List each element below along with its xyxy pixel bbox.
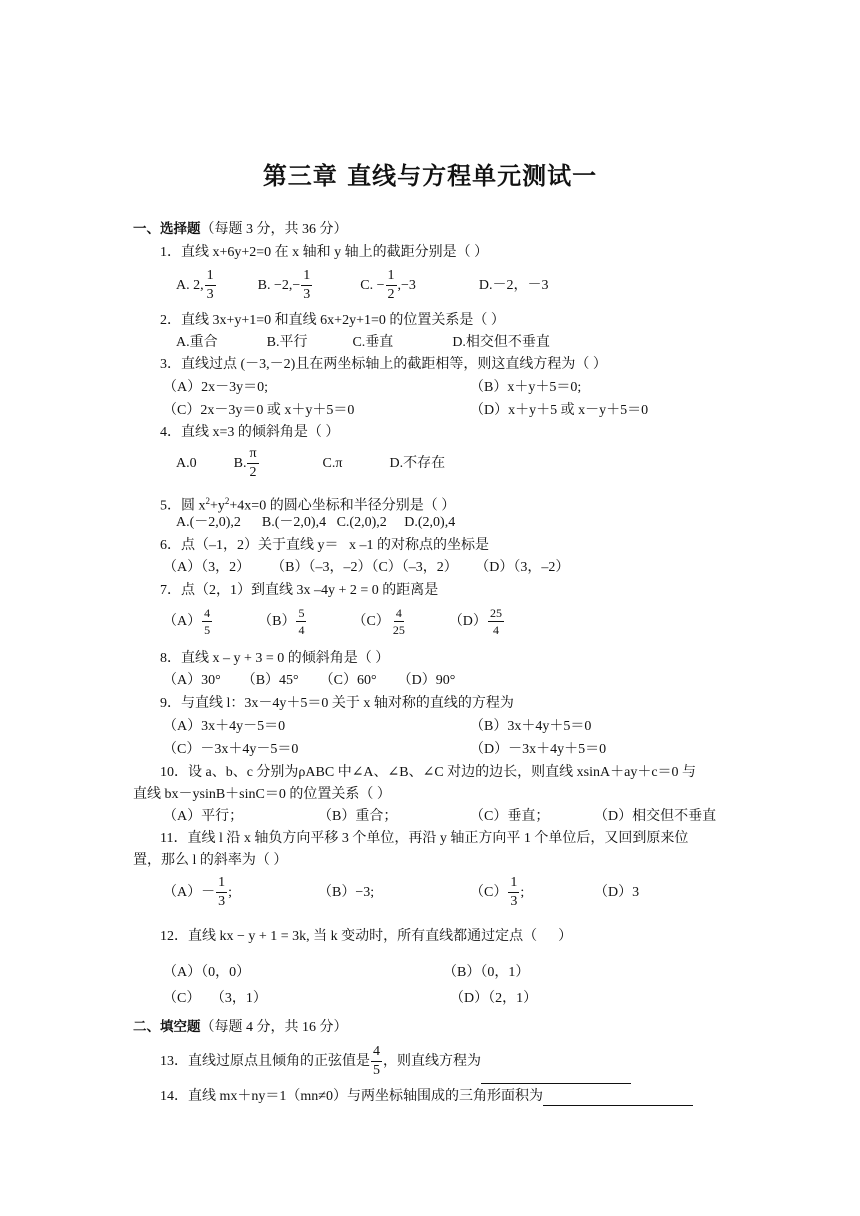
q3-stem: 3．直线过点 (－3,－2)且在两坐标轴上的截距相等，则这直线方程为（ ） bbox=[160, 357, 607, 372]
q9-stem: 9．与直线 l：3x－4y＋5＝0 关于 x 轴对称的直线的方程为 bbox=[160, 696, 514, 711]
fraction: $\frac{\pi}{2}$ bbox=[249, 446, 257, 481]
fraction: $\frac{4}{5}$ bbox=[204, 606, 211, 638]
q8-stem: 8．直线 x – y + 3 = 0 的倾斜角是（ ） bbox=[160, 651, 390, 666]
q11-option-d: （D）3 bbox=[594, 885, 640, 900]
q12-option-a: （A）（0，0） bbox=[163, 965, 251, 980]
q1-option-a: A. 2, $\frac{1}{3}$ bbox=[176, 268, 214, 303]
q4-stem: 4．直线 x=3 的倾斜角是（ ） bbox=[160, 425, 340, 440]
q7-option-a: （A） $\frac{4}{5}$ bbox=[163, 606, 211, 638]
q1-stem: 1．直线 x+6y+2=0 在 x 轴和 y 轴上的截距分别是（ ） bbox=[160, 245, 489, 260]
q14-stem: 14．直线 mx＋ny＝1（mn≠0）与两坐标轴围成的三角形面积为 bbox=[160, 1088, 693, 1106]
q11-option-c: （C） $\frac{1}{3}$ ; bbox=[470, 875, 525, 910]
fraction: $\frac{1}{3}$ bbox=[218, 875, 226, 910]
q4-option-c: C.π bbox=[322, 456, 343, 471]
fraction: $\frac{1}{3}$ bbox=[510, 875, 518, 910]
section-2-header bbox=[133, 1018, 348, 1037]
section-1-heading: 一、选择题 bbox=[133, 221, 201, 237]
q3-option-c: （C）2x－3y＝0 或 x＋y＋5＝0 bbox=[163, 403, 355, 418]
q4-option-a: A.0 bbox=[176, 456, 197, 471]
q9-option-a: （A）3x＋4y－5＝0 bbox=[163, 719, 286, 734]
fraction: $\frac{5}{4}$ bbox=[298, 606, 305, 638]
q9-option-b: （B）3x＋4y＋5＝0 bbox=[470, 719, 592, 734]
q12-stem: 12．直线 kx − y + 1 = 3k, 当 k 变动时，所有直线都通过定点（ ） bbox=[160, 929, 573, 944]
section-2-note: （每题 4 分，共 16 分） bbox=[200, 1020, 348, 1035]
q2-stem: 2．直线 3x+y+1=0 和直线 6x+2y+1=0 的位置关系是（ ） bbox=[160, 313, 505, 328]
q13-stem: 13．直线过原点且倾角的正弦值是 $\frac{4}{5}$ ，则直线方程为 bbox=[160, 1040, 631, 1084]
fraction: $\frac{25}{4}$ bbox=[489, 606, 502, 638]
q1-options bbox=[176, 266, 549, 306]
q3-option-b: （B）x＋y＋5＝0; bbox=[470, 380, 582, 395]
q2-option-d: D.相交但不垂直 bbox=[452, 335, 550, 350]
q11-option-a: （A）－ $\frac{1}{3}$ ; bbox=[163, 875, 233, 910]
q12-option-b: （B）（0，1） bbox=[443, 965, 530, 980]
q10-option-d: （D）相交但不垂直 bbox=[594, 809, 717, 824]
q6-stem: 6．点（–1，2）关于直线 y＝ x –1 的对称点的坐标是 bbox=[160, 538, 489, 553]
q10-stem-line2: 直线 bx－ysinB＋sinC＝0 的位置关系（ ） bbox=[133, 787, 391, 802]
fraction: $\frac{4}{25}$ bbox=[392, 606, 405, 638]
q9-option-d: （D）－3x＋4y＋5＝0 bbox=[470, 742, 607, 757]
q12-option-c: （C） （3，1） bbox=[163, 991, 267, 1006]
q5-options: A.(－2,0),2 B.(－2,0),4 C.(2,0),2 D.(2,0),4 bbox=[176, 515, 456, 530]
q2-option-a: A.重合 bbox=[176, 335, 218, 350]
q3-option-d: （D）x＋y＋5 或 x－y＋5＝0 bbox=[470, 403, 649, 418]
fraction: $\frac{4}{5}$ bbox=[373, 1044, 380, 1079]
q2-option-c: C.垂直 bbox=[352, 335, 394, 350]
q10-option-a: （A）平行； bbox=[163, 809, 244, 824]
page-title: 第三章 直线与方程单元测试一 bbox=[262, 162, 598, 190]
q4-options bbox=[176, 444, 445, 484]
section-2-heading: 二、填空题 bbox=[133, 1019, 201, 1035]
q2-options bbox=[176, 334, 550, 352]
q3-option-a: （A）2x－3y＝0; bbox=[163, 380, 268, 395]
q2-option-b: B.平行 bbox=[266, 335, 308, 350]
q7-options bbox=[163, 602, 505, 642]
q7-option-c: （C） $\frac{4}{25}$ bbox=[352, 606, 405, 638]
q4-option-b: B. $\frac{\pi}{2}$ bbox=[233, 446, 257, 481]
fraction: $\frac{1}{3}$ bbox=[206, 268, 214, 303]
q10-option-c: （C）垂直； bbox=[470, 809, 550, 824]
q5-stem: 5．圆 $x^2+y^2+4x=0$ 的圆心坐标和半径分别是（ ） bbox=[160, 496, 456, 514]
q1-option-b: B. −2,− $\frac{1}{3}$ bbox=[257, 268, 311, 303]
q14-answer-blank[interactable] bbox=[543, 1091, 693, 1106]
q11-stem-line1: 11．直线 l 沿 x 轴负方向平移 3 个单位，再沿 y 轴正方向平 1 个单位后，又回到原来位 bbox=[160, 831, 689, 846]
q1-option-d: D.－2，－3 bbox=[478, 278, 549, 293]
q9-option-c: （C）－3x＋4y－5＝0 bbox=[163, 742, 299, 757]
q6-options: （A）（3，2） （B）（–3，–2）（C）（–3，2） （D）（3，–2） bbox=[163, 560, 570, 575]
fraction: $\frac{1}{3}$ bbox=[303, 268, 311, 303]
q8-options: （A）30° （B）45° （C）60° （D）90° bbox=[163, 673, 456, 688]
q7-option-d: （D） $\frac{25}{4}$ bbox=[448, 606, 502, 638]
q1-option-c: C. − $\frac{1}{2}$ ,−3 bbox=[360, 268, 416, 303]
q13-answer-blank[interactable] bbox=[481, 1069, 631, 1084]
q7-stem: 7．点（2，1）到直线 3x –4y + 2 = 0 的距离是 bbox=[160, 583, 439, 598]
section-1-header bbox=[133, 220, 348, 239]
q11-option-b: （B）−3; bbox=[318, 885, 375, 900]
q12-option-d: （D）（2，1） bbox=[450, 991, 538, 1006]
q10-option-b: （B）重合； bbox=[318, 809, 398, 824]
q11-stem-line2: 置，那么 l 的斜率为（ ） bbox=[133, 853, 288, 868]
fraction: $\frac{1}{2}$ bbox=[387, 268, 395, 303]
q4-option-d: D.不存在 bbox=[389, 456, 446, 471]
q7-option-b: （B） $\frac{5}{4}$ bbox=[258, 606, 305, 638]
q10-stem-line1: 10．设 a、b、c 分别为ρABC 中∠A、∠B、∠C 对边的边长，则直线 xsinA＋ay＋c＝0 与 bbox=[160, 765, 697, 780]
section-1-note: （每题 3 分，共 36 分） bbox=[200, 222, 348, 237]
